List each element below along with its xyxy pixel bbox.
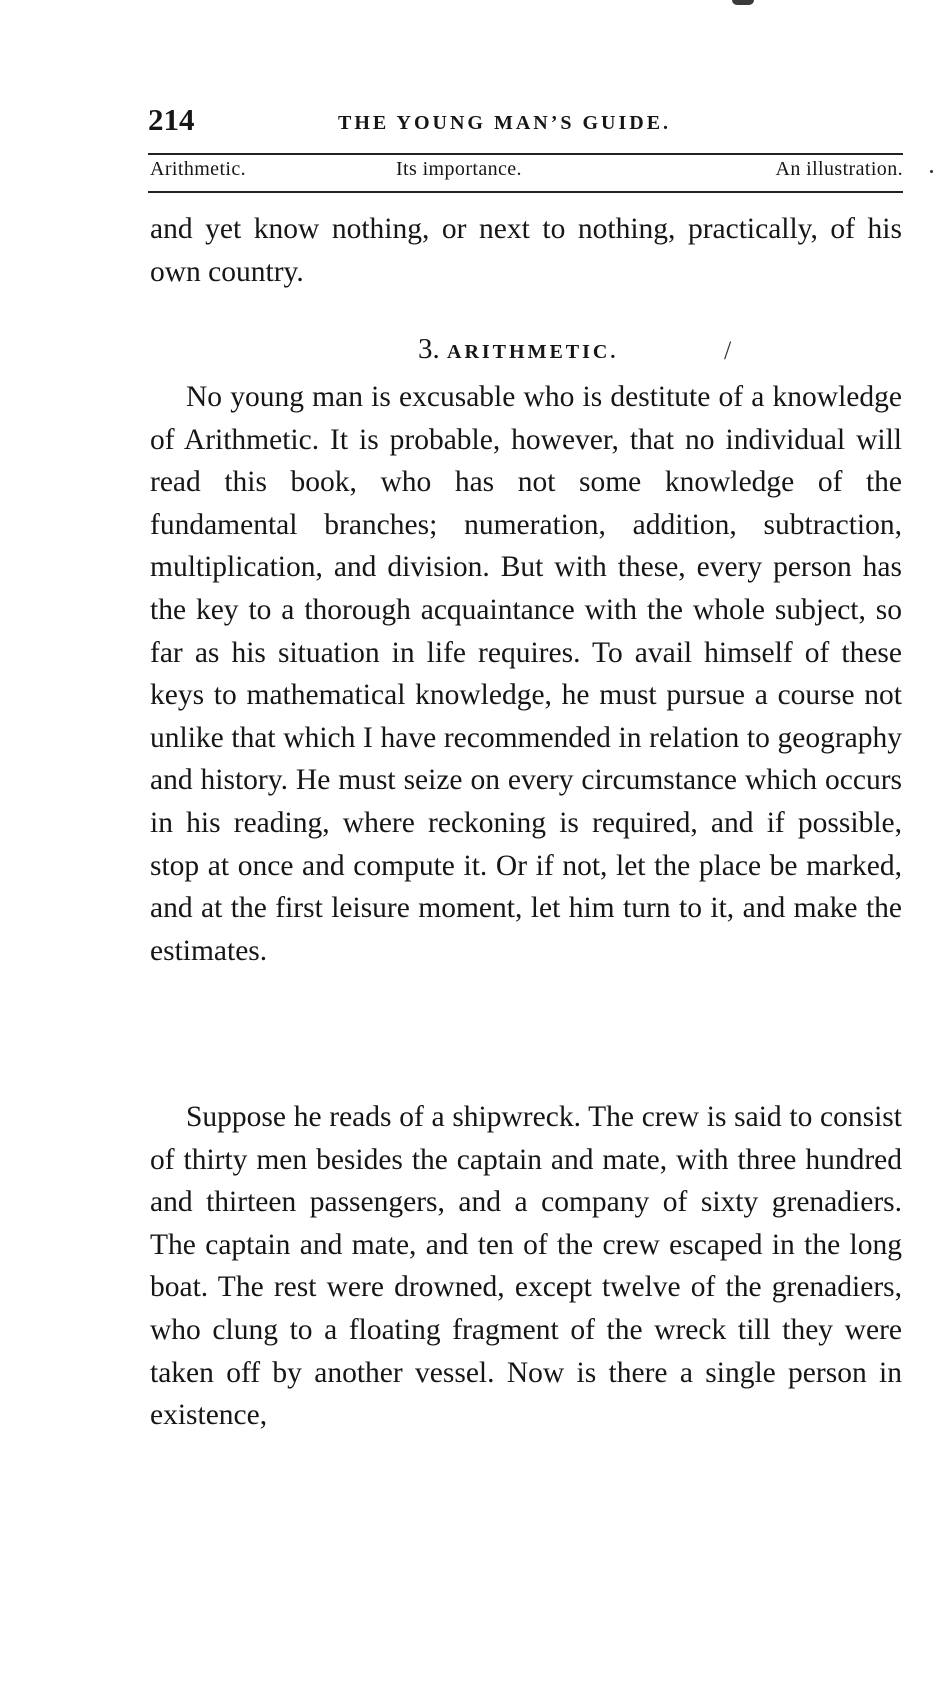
subject-right: An illustration.: [775, 158, 903, 180]
pencil-mark: /: [724, 336, 732, 365]
subject-line: [148, 156, 903, 186]
paragraph-arithmetic: No young man is excusable who is destitute of a knowledge of Arithmetic. It is probable, however, that no individual will read this book, who has not some knowledge of the fundamental branches; numeration, addition, subtraction, multiplication, and division. But with these, every person has the key to a thorough acquaintance with the whole subject, so far as his situation in life requires. To avail himself of these keys to mathematical knowledge, he must pursue a course not unlike that which I have recommended in relation to geography and history. He must seize on every circumstance which occurs in his reading, where reckoning is required, and if possible, stop at once and compute it. Or if not, let the place be marked, and at the first leisure moment, let him turn to it, and make the estimates.: [150, 381, 902, 967]
ink-blot: [732, 0, 754, 5]
subject-middle: Its importance.: [396, 158, 522, 180]
section-heading: [418, 333, 618, 366]
section-title: ARITHMETIC.: [447, 341, 619, 363]
paragraph-shipwreck: Suppose he reads of a shipwreck. The crew is said to consist of thirty men besides the captain and mate, with three hundred and thirteen passengers, and a company of sixty grenadiers. The captain and mate, and ten of the crew escaped in the long boat. The rest were drowned, except twelve of the grenadiers, who clung to a floating fragment of the wreck till they were taken off by another vessel. Now is there a single person in existence,: [150, 1101, 902, 1432]
continued-paragraph: and yet know nothing, or next to nothing, practically, of his own country.: [150, 213, 902, 288]
stray-mark: [930, 170, 933, 173]
header-rule-bottom: [148, 191, 903, 193]
running-head: [148, 102, 898, 142]
section-number: 3.: [418, 333, 440, 365]
page-number: 214: [148, 102, 195, 137]
subject-left: Arithmetic.: [150, 158, 247, 180]
header-rule-top: [148, 153, 903, 155]
book-title: THE YOUNG MAN’S GUIDE.: [338, 112, 672, 134]
